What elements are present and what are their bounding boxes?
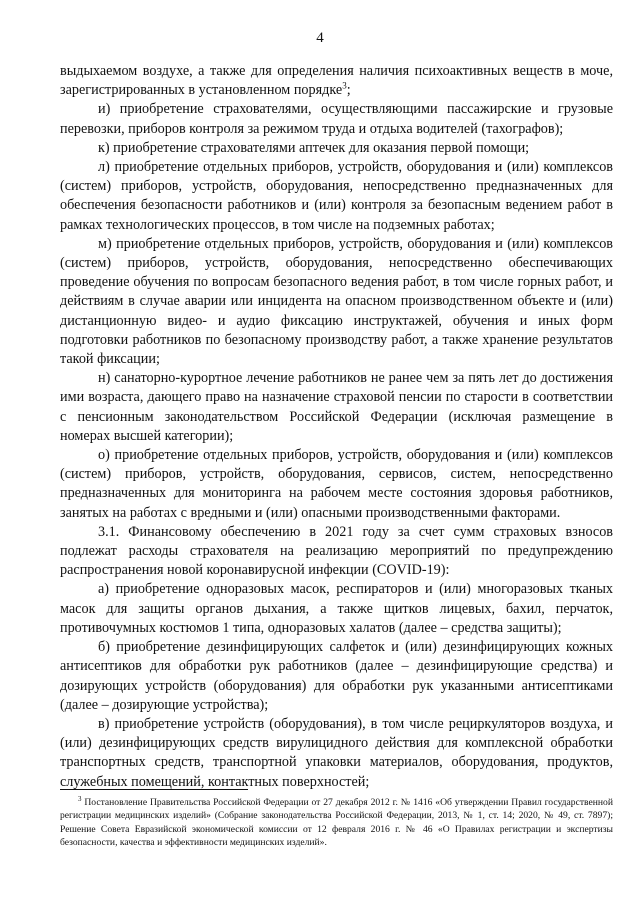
paragraph-text: выдыхаемом воздухе, а также для определения наличия психоактивных веществ в моче, зарегистрированных в установленном порядке — [60, 63, 613, 99]
paragraph-section-3-1: 3.1. Финансовому обеспечению в 2021 году за счет сумм страховых взносов подлежат расходы страхователя на реализацию мероприятий по предупреждению распространения новой коронавирусной инфекции (COVID-19): — [60, 523, 613, 579]
paragraph-punctuation: ; — [346, 82, 351, 99]
paragraph-item-k: к) приобретение страхователями аптечек для оказания первой помощи; — [98, 139, 530, 156]
paragraph-item-n: н) санаторно-курортное лечение работников не ранее чем за пять лет до достижения ими возраста, дающего право на назначение страховой пенсии по старости в соответствии с пенсионным законодательством Российской Федерации (исключая размещение в номерах высшей категории); — [60, 370, 613, 444]
document-body — [60, 62, 613, 792]
paragraph-item-a: а) приобретение одноразовых масок, респираторов и (или) многоразовых тканых масок для защиты органов дыхания, а также щитков лицевых, бахил, перчаток, противочумных костюмов 1 типа, одноразовых халатов (далее – средства защиты); — [60, 581, 613, 636]
footnote — [60, 796, 613, 850]
footnote-marker: 3 — [78, 794, 82, 803]
paragraph-item-i: и) приобретение страхователями, осуществляющими пассажирские и грузовые перевозки, приборов контроля за режимом труда и отдыха водителей (тахографов); — [60, 101, 613, 137]
paragraph-item-b: б) приобретение дезинфицирующих салфеток и (или) дезинфицирующих кожных антисептиков для обработки рук работников (далее – дезинфицирующие средства) и дозирующих устройств (оборудования) для обработки рук указанными антисептиками (далее – дозирующие устройства); — [60, 639, 613, 713]
paragraph-continuation — [60, 62, 613, 100]
paragraph-item-v: в) приобретение устройств (оборудования), в том числе рециркуляторов воздуха, и (или) дезинфицирующих средств вирулицидного действия для комплексной обработки транспортных средств, транспортной упаковки материалов, оборудования, продуктов, служебных помещений, контактных поверхностей; — [60, 715, 613, 790]
footnote-divider — [60, 789, 248, 790]
footnote-reference: 3 — [342, 80, 347, 91]
footnote-text: Постановление Правительства Российской Федерации от 27 декабря 2012 г. № 1416 «Об утверждении Правил государственной регистрации медицинских изделий» (Собрание законодательства Российской Федерации, 2013, № 1, ст. 14; 2020, № 49, ст. 7897); Решение Совета Евразийской экономической комиссии от 12 февраля 2016 г. № 46 «О Правилах регистрации и экспертизы безопасности, качества и эффективности медицинских изделий». — [60, 797, 613, 849]
paragraph-item-o: о) приобретение отдельных приборов, устройств, оборудования и (или) комплексов (систем) приборов, устройств, оборудования, сервисов, систем, непосредственно предназначенных для мониторинга на рабочем месте состояния здоровья работников, занятых на работах с вредными и (или) опасными производственными факторами. — [60, 447, 613, 521]
paragraph-item-m: м) приобретение отдельных приборов, устройств, оборудования и (или) комплексов (систем) приборов, устройств, оборудования, непосредственно обеспечивающих проведение обучения по вопросам безопасного ведения работ, в том числе горных работ, и действиям в случае аварии или инцидента на опасном производственном объекте и (или) дистанционную видео- и аудио фиксацию инструктажей, обучения и иных форм подготовки работников по безопасному производству работ, а также хранение результатов такой фиксации; — [60, 235, 613, 368]
page-number: 4 — [316, 30, 324, 46]
paragraph-item-l: л) приобретение отдельных приборов, устройств, оборудования и (или) комплексов (систем) приборов, устройств, оборудования, непосредственно предназначенных для обеспечения безопасности работников и (или) контроля за безопасным ведением работ в рамках технологических процессов, в том числе на подземных работах; — [60, 159, 613, 233]
